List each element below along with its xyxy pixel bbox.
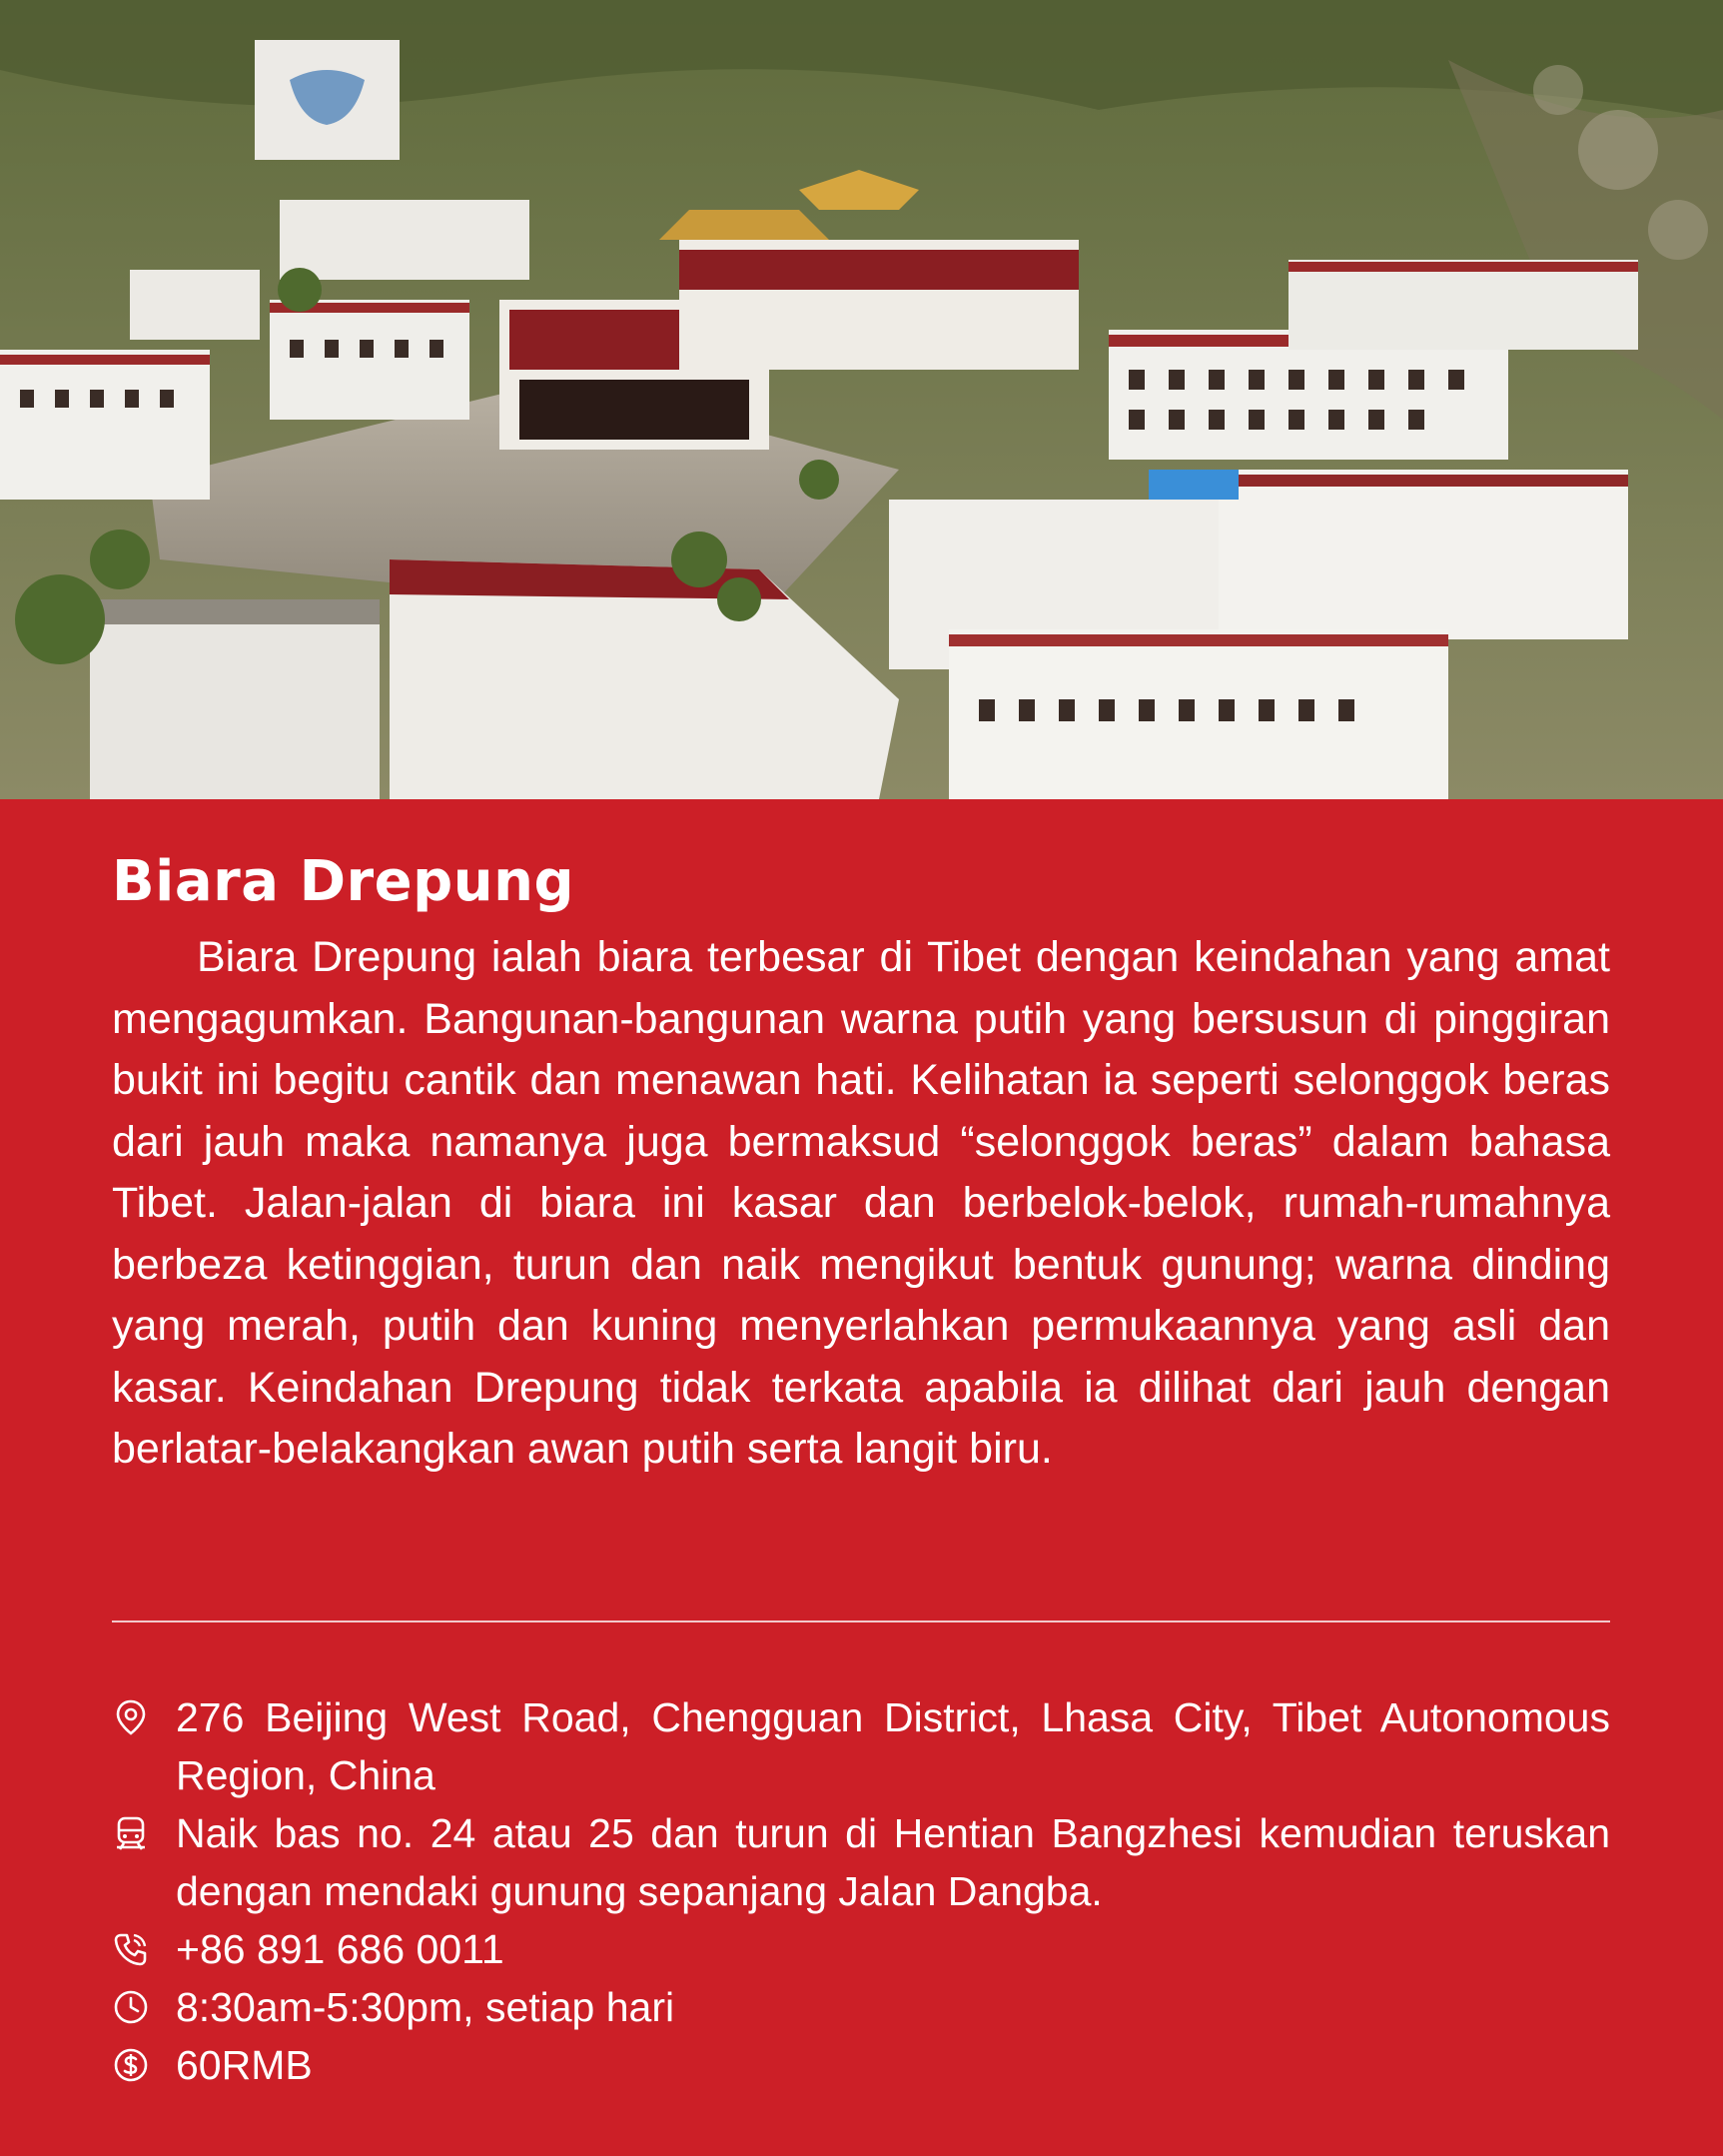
phone-row — [112, 1920, 1610, 1978]
location-pin-icon — [112, 1698, 150, 1736]
phone-icon — [112, 1930, 150, 1968]
transport-text: Naik bas no. 24 atau 25 dan turun di Hentian Bangzhesi kemudian teruskan dengan mendaki gunung sepanjang Jalan Dangba. — [176, 1810, 1610, 1914]
hours-row — [112, 1978, 1610, 2036]
monastery-illustration — [0, 0, 1723, 799]
clock-icon — [112, 1988, 150, 2026]
price-text: 60RMB — [176, 2042, 313, 2088]
address-text: 276 Beijing West Road, Chengguan District, Lhasa City, Tibet Autonomous Region, China — [176, 1694, 1610, 1798]
divider — [112, 1620, 1610, 1622]
transport-row — [112, 1804, 1610, 1920]
attraction-title: Biara Drepung — [112, 849, 575, 914]
phone-text[interactable]: +86 891 686 0011 — [176, 1926, 504, 1972]
address-row — [112, 1688, 1610, 1804]
info-list — [112, 1688, 1610, 2094]
monastery-photo — [0, 0, 1723, 799]
info-panel — [0, 799, 1723, 2156]
dollar-coin-icon — [112, 2046, 150, 2084]
price-row — [112, 2036, 1610, 2094]
train-icon — [112, 1814, 150, 1852]
hours-text: 8:30am-5:30pm, setiap hari — [176, 1984, 675, 2030]
attraction-description: Biara Drepung ialah biara terbesar di Tibet dengan keindahan yang amat mengagumkan. Bangunan-bangunan warna putih yang bersusun di pinggiran bukit ini begitu cantik dan menawan hati. Kelihatan ia seperti selonggok beras dari jauh maka namanya juga bermaksud “selonggok beras” dalam bahasa Tibet. Jalan-jalan di biara ini kasar dan berbelok-belok, rumah-rumahnya berbeza ketinggian, turun dan naik mengikut bentuk gunung; warna dinding yang merah, putih dan kuning menyerlahkan permukaannya yang asli dan kasar. Keindahan Drepung tidak terkata apabila ia dilihat dari jauh dengan berlatar-belakangkan awan putih serta langit biru. — [112, 933, 1610, 1473]
